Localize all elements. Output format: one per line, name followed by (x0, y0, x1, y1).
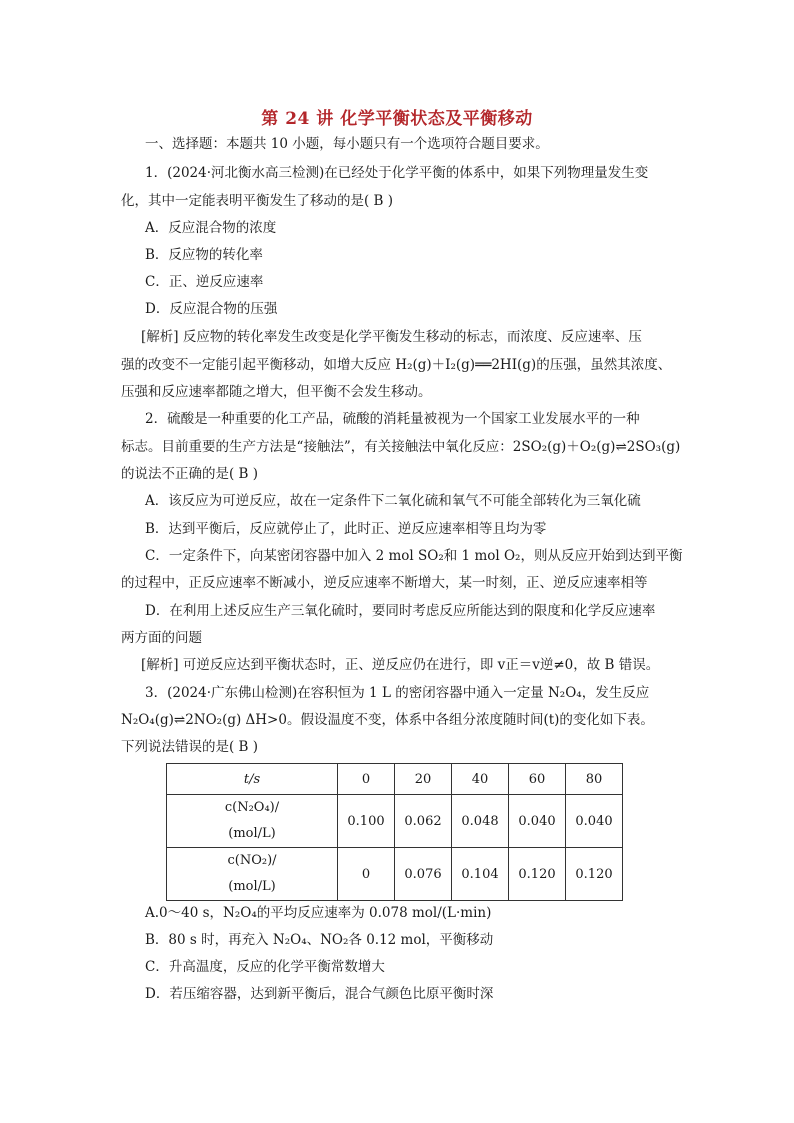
section-header: 一、选择题：本题共 10 小题，每小题只有一个选项符合题目要求。 (145, 136, 549, 152)
q1-stem-line1: 1．(2024·河北衡水高三检测)在已经处于化学平衡的体系中，如果下列物理量发生变 (145, 165, 649, 181)
q1-option-c: C．正、逆反应速率 (145, 274, 264, 290)
q1-option-b: B．反应物的转化率 (145, 247, 263, 263)
table-row-label: c(N₂O₄)/ (mol/L) (167, 795, 338, 848)
q1-explanation-line1: [解析] 反应物的转化率发生改变是化学平衡发生移动的标志，而浓度、反应速率、压 (141, 329, 642, 345)
table-cell: 0.040 (566, 795, 623, 848)
table-cell: 0.120 (566, 848, 623, 901)
table-cell: 0.048 (452, 795, 509, 848)
table-cell: 0.040 (509, 795, 566, 848)
q2-option-c-line1: C．一定条件下，向某密闭容器中加入 2 mol SO₂和 1 mol O₂，则从反应开始到达到平衡 (145, 548, 683, 564)
q1-option-a: A．反应混合物的浓度 (145, 220, 277, 236)
q3-option-a: A.0～40 s，N₂O₄的平均反应速率为 0.078 mol/(L·min) (145, 905, 492, 921)
table-cell: 0.100 (338, 795, 395, 848)
q2-option-d-line2: 两方面的问题 (121, 630, 202, 646)
q3-stem-line3: 下列说法错误的是( B ) (121, 739, 259, 755)
q3-option-d: D．若压缩容器，达到新平衡后，混合气颜色比原平衡时深 (145, 986, 494, 1002)
q2-stem-line2: 标志。目前重要的生产方法是“接触法”，有关接触法中氧化反应：2SO₂(g)＋O₂(g)⇌2SO₃(g) (121, 439, 681, 455)
table-time-cell: 0 (338, 764, 395, 795)
q3-option-b: B．80 s 时，再充入 N₂O₄、NO₂各 0.12 mol，平衡移动 (145, 932, 494, 948)
q2-explanation-line1: [解析] 可逆反应达到平衡状态时，正、逆反应仍在进行，即 v正＝v逆≠0，故 B 错误。 (141, 657, 660, 673)
table-header-label: t/s (167, 764, 338, 795)
table-cell: 0.104 (452, 848, 509, 901)
table-cell: 0 (338, 848, 395, 901)
q2-stem-line3: 的说法不正确的是( B ) (121, 466, 259, 482)
table-header-row (167, 764, 623, 795)
q2-option-c-line2: 的过程中，正反应速率不断减小，逆反应速率不断增大，某一时刻，正、逆反应速率相等 (121, 575, 648, 591)
q1-explanation-line2: 强的改变不一定能引起平衡移动，如增大反应 H₂(g)＋I₂(g)══2HI(g)的压强，虽然其浓度、 (121, 357, 672, 373)
table-row (167, 848, 623, 901)
q1-explanation-line3: 压强和反应速率都随之增大，但平衡不会发生移动。 (121, 384, 432, 400)
table-cell: 0.062 (395, 795, 452, 848)
table-cell: 0.120 (509, 848, 566, 901)
table-time-cell: 40 (452, 764, 509, 795)
q3-stem-line2: N₂O₄(g)⇌2NO₂(g) ΔH>0。假设温度不变，体系中各组分浓度随时间(t)的变化如下表。 (121, 712, 654, 728)
page-title: 第 24 讲 化学平衡状态及平衡移动 (261, 109, 533, 129)
q2-stem-line1: 2．硫酸是一种重要的化工产品，硫酸的消耗量被视为一个国家工业发展水平的一种 (145, 411, 640, 427)
table-time-cell: 20 (395, 764, 452, 795)
q2-option-d-line1: D．在利用上述反应生产三氧化硫时，要同时考虑反应所能达到的限度和化学反应速率 (145, 603, 656, 619)
q2-option-b: B．达到平衡后，反应就停止了，此时正、逆反应速率相等且均为零 (145, 521, 547, 537)
table-row (167, 795, 623, 848)
q3-stem-line1: 3．(2024·广东佛山检测)在容积恒为 1 L 的密闭容器中通入一定量 N₂O₄，发生反应 (145, 685, 650, 701)
table-row-label: c(NO₂)/ (mol/L) (167, 848, 338, 901)
table-time-cell: 60 (509, 764, 566, 795)
table-time-cell: 80 (566, 764, 623, 795)
concentration-table (166, 763, 623, 901)
q2-option-a: A．该反应为可逆反应，故在一定条件下二氧化硫和氧气不可能全部转化为三氧化硫 (145, 493, 641, 509)
q1-stem-line2: 化，其中一定能表明平衡发生了移动的是( B ) (121, 193, 394, 209)
table-cell: 0.076 (395, 848, 452, 901)
q1-option-d: D．反应混合物的压强 (145, 301, 278, 317)
q3-option-c: C．升高温度，反应的化学平衡常数增大 (145, 959, 385, 975)
